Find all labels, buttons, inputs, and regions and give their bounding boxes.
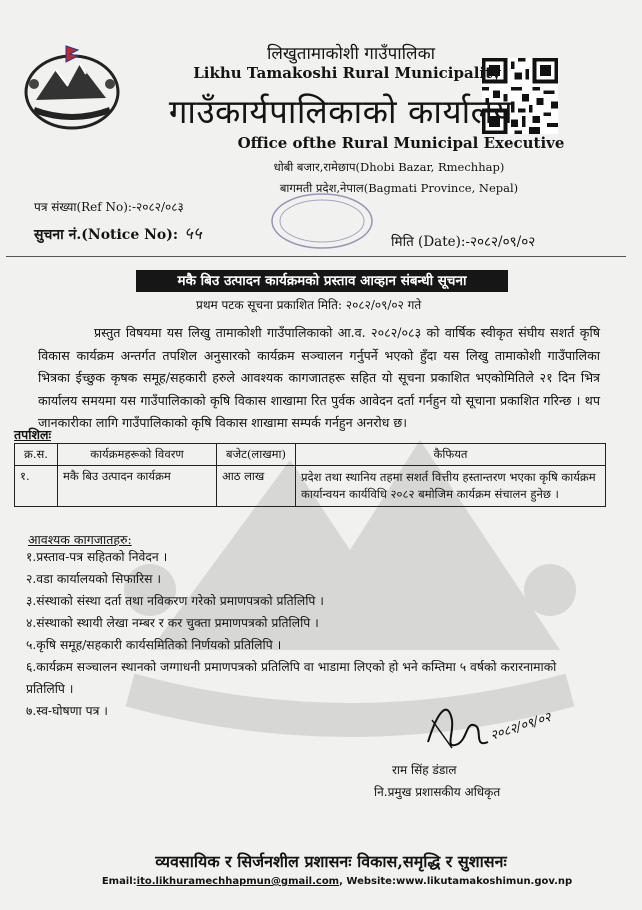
table-header-remarks: कैफियत <box>296 444 606 466</box>
notice-number-label: सुचना नं.(Notice No): <box>34 227 179 243</box>
office-stamp-icon <box>266 190 378 252</box>
notice-date: मिति (Date):-२०८२/०९/०२ <box>391 234 536 250</box>
table-header-row <box>15 444 606 466</box>
office-name-en: Office ofthe Rural Municipal Executive <box>237 134 565 152</box>
table-cell-program: मकै बिउ उत्पादन कार्यक्रम <box>58 466 217 507</box>
address-line-2: बागमती प्रदेश,नेपाल(Bagmati Province, Nepal) <box>279 181 519 195</box>
table-row <box>15 466 606 507</box>
office-name-np: गाउँकार्यपालिकाको कार्यालय <box>168 92 514 131</box>
email-link[interactable]: ito.likhuramechhapmun@gmail.com <box>136 876 340 887</box>
table-header-program: कार्यक्रमहरूको विवरण <box>58 444 217 466</box>
footer-motto: व्यवसायिक र सिर्जनशील प्रशासनः विकास,समृद्धि र सुशासनः <box>155 852 507 871</box>
schedule-table <box>14 443 606 507</box>
org-name-np: लिखुतामाकोशी गाउँपालिका <box>266 44 436 64</box>
list-item: १.प्रस्ताव-पत्र सहितको निवेदन । <box>26 550 168 564</box>
signer-title: नि.प्रमुख प्रशासकीय अधिकृत <box>374 785 501 799</box>
notice-body: प्रस्तुत विषयमा यस लिखु तामाकोशी गाउँपालिकाको आ.व. २०८२/०८३ को वार्षिक स्वीकृत संघीय सशर्त कृषि विकास कार्यक्रम अन्तर्गत तपशिल अनुसारको कार्यक्रम सञ्चालन गर्नुपर्ने भएको हुँदा यस लिखु तामाकोशी गाउँपालिका भित्रका ईच्छुक कृषक समूह/सहकारी हरुले आवश्यक कागजातहरू सहित यो सूचना प्रकाशित भएकोमितिले २१ दिन भित्र कार्यालय समयमा यस गाउँपालिकाको कृषि विकास शाखामा रित पुर्वक आवेदन दर्ता गर्नहुन यो सूचाना प्रकाशित गरिन्छ । थप जानकारीका लागि गाउँपालिकाको कृषि विकास शाखामा सम्पर्क गर्नहुन अनरोध छ। <box>38 325 600 430</box>
signature-icon <box>418 690 566 760</box>
website-link[interactable]: www.likutamakoshimun.gov.np <box>395 876 573 887</box>
notice-title: मकै बिउ उत्पादन कार्यक्रमको प्रस्ताव आव्हान संबन्धी सूचना <box>136 270 508 292</box>
signature-date: २०८२/०९/०२ <box>488 710 554 744</box>
table-cell-remarks: प्रदेश तथा स्थानिय तहमा सशर्त वित्तीय हस्तान्तरण भएका कृषि कार्यक्रम कार्यान्वयन कार्यविधि २०८२ बमोजिम कार्यक्रम संचालन हुनेछ । <box>296 466 606 507</box>
schedule-label: तपशिलः <box>14 427 51 442</box>
email-label: Email: <box>101 876 137 887</box>
signer-name: राम सिंह डंडाल <box>392 763 457 777</box>
table-header-budget: बजेट(लाखमा) <box>217 444 296 466</box>
published-date: प्रथम पटक सूचना प्रकाशित मिति: २०८२/०९/०२ गते <box>196 298 422 312</box>
list-item: ४.संस्थाको स्थायी लेखा नम्बर र कर चुक्ता प्रमाणपत्रको प्रतिलिपि । <box>26 616 319 630</box>
notice-number-value: ५५ <box>184 224 202 244</box>
notice-number <box>34 221 202 244</box>
footer-contact <box>0 876 642 887</box>
table-cell-sn: १. <box>15 466 58 507</box>
ref-number: पत्र संख्या(Ref No):-२०८२/०८३ <box>34 200 184 214</box>
list-item: ७.स्व-घोषणा पत्र । <box>26 704 108 718</box>
requirements-title: आवश्यक कागजातहरु: <box>28 532 132 547</box>
list-item: ५.कृषि समूह/सहकारी कार्यसमितिको निर्णयको प्रतिलिपि । <box>26 638 282 652</box>
address-line-1: धोबी बजार,रामेछाप(Dhobi Bazar, Rmechhap) <box>273 160 505 174</box>
website-label: , Website: <box>339 876 396 887</box>
table-header-sn: क्र.स. <box>15 444 58 466</box>
list-item: ३.संस्थाको संस्था दर्ता तथा नविकरण गरेको प्रमाणपत्रको प्रतिलिपि । <box>26 594 324 608</box>
list-item: ६.कार्यक्रम सञ्चालन स्थानको जग्गाधनी प्रमाणपत्रको प्रतिलिपि वा भाडामा लिएको हो भने कम्तिमा ५ वर्षको करारनामाको प्रतिलिपि । <box>26 660 557 696</box>
header-divider <box>6 256 626 257</box>
list-item: २.वडा कार्यालयको सिफारिस । <box>26 572 162 586</box>
table-cell-budget: आठ लाख <box>217 466 296 507</box>
org-name-en: Likhu Tamakoshi Rural Municipality <box>193 64 501 82</box>
